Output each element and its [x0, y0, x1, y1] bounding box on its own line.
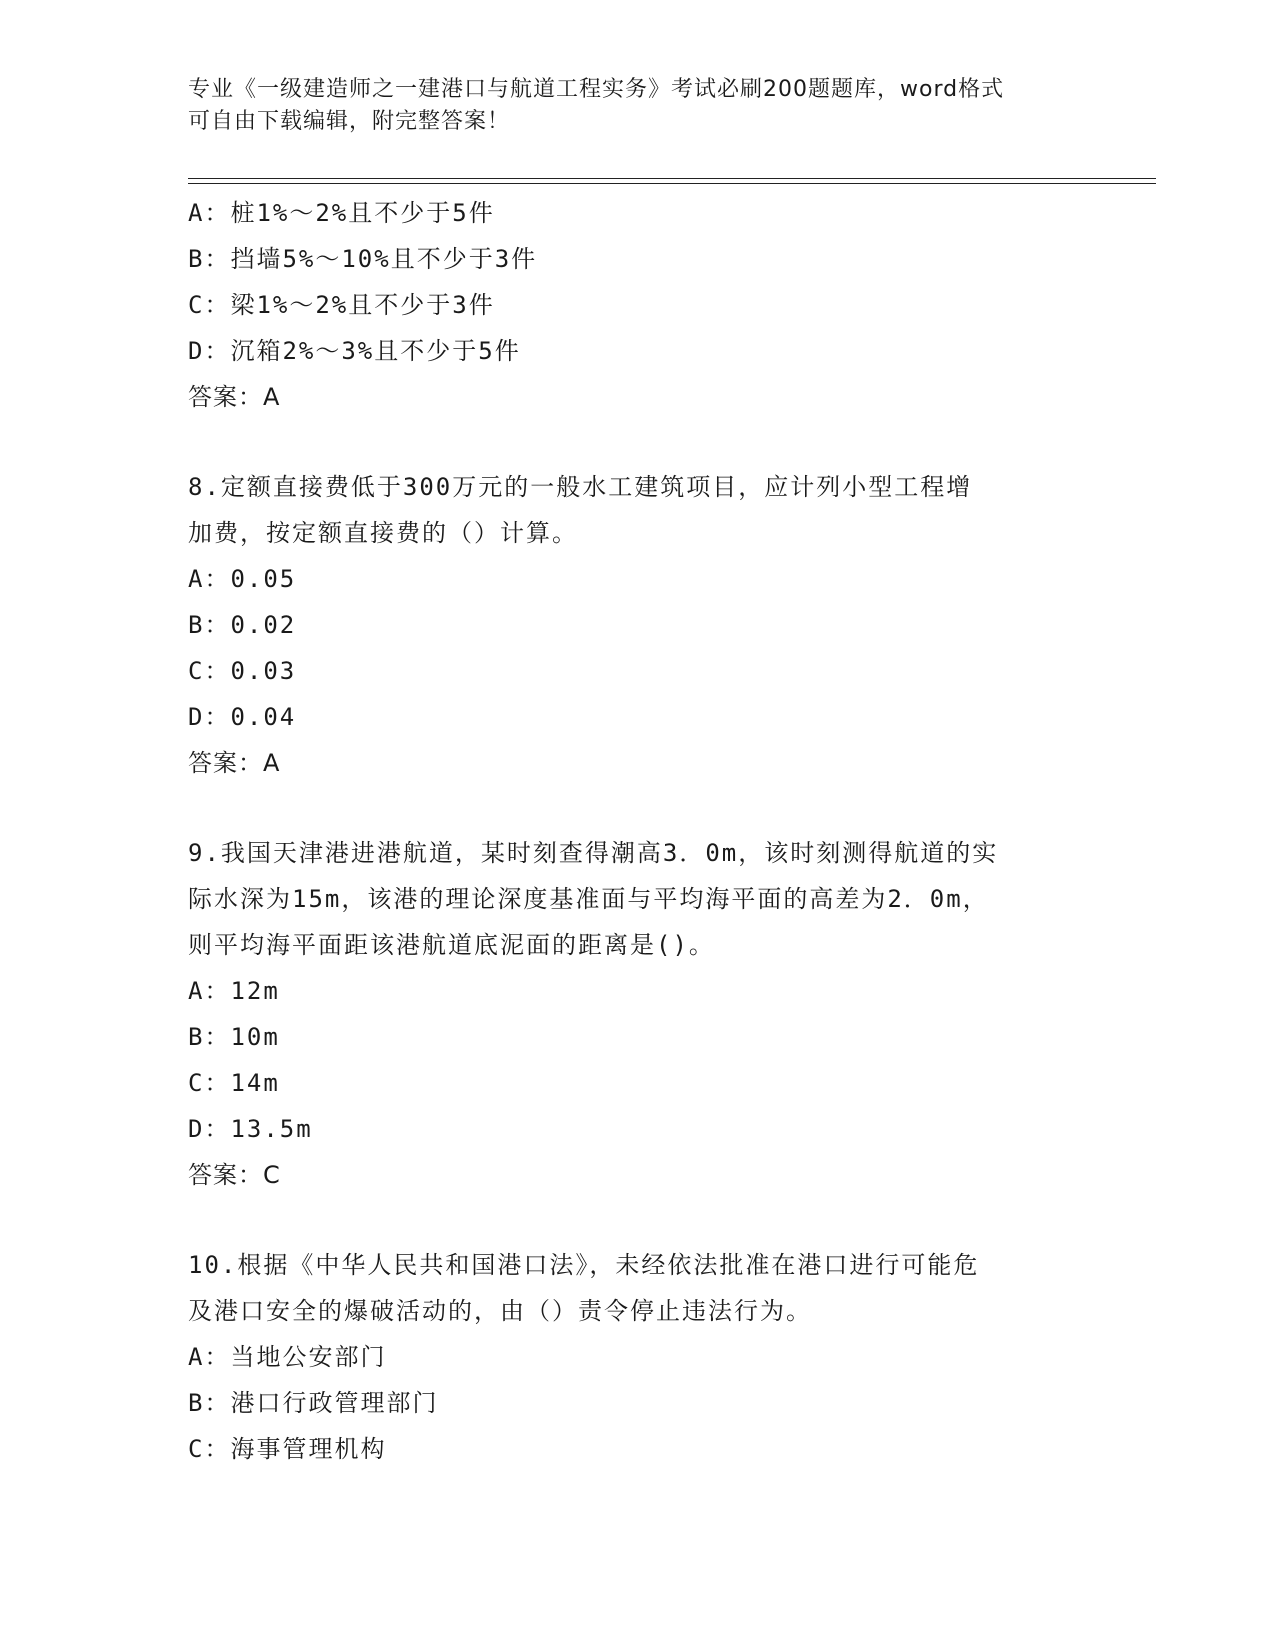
answer: 答案：A — [188, 383, 281, 411]
option-d: D：13.5m — [188, 1115, 313, 1143]
option-b: B：挡墙5%～10%且不少于3件 — [188, 245, 538, 273]
option-b: B：10m — [188, 1023, 280, 1051]
option-c: C：14m — [188, 1069, 280, 1097]
question-text-line: 10.根据《中华人民共和国港口法》，未经依法批准在港口进行可能危 — [188, 1251, 980, 1279]
option-b: B：0.02 — [188, 611, 297, 639]
question-9 — [188, 830, 1088, 1198]
option-a: A：12m — [188, 977, 280, 1005]
option-c: C：海事管理机构 — [188, 1435, 387, 1463]
document-body — [188, 190, 1088, 1472]
option-a: A：0.05 — [188, 565, 297, 593]
option-b: B：港口行政管理部门 — [188, 1389, 439, 1417]
option-c: C：梁1%～2%且不少于3件 — [188, 291, 495, 319]
option-d: D：0.04 — [188, 703, 297, 731]
question-text-line: 8.定额直接费低于300万元的一般水工建筑项目，应计列小型工程增 — [188, 473, 973, 501]
spacer — [188, 420, 1088, 464]
header-line-1: 专业《一级建造师之一建港口与航道工程实务》考试必刷200题题库，word格式 — [188, 77, 1005, 102]
option-a: A：当地公安部门 — [188, 1343, 387, 1371]
document-header — [188, 74, 1088, 138]
option-c: C：0.03 — [188, 657, 297, 685]
spacer — [188, 1198, 1088, 1242]
question-7 — [188, 190, 1088, 420]
question-text-line: 9.我国天津港进港航道，某时刻查得潮高3．0m，该时刻测得航道的实 — [188, 839, 999, 867]
answer: 答案：A — [188, 749, 281, 777]
header-divider-bottom — [188, 183, 1156, 184]
question-10 — [188, 1242, 1088, 1472]
option-d: D：沉箱2%～3%且不少于5件 — [188, 337, 521, 365]
header-line-2: 可自由下载编辑，附完整答案！ — [188, 109, 511, 134]
question-text-line: 则平均海平面距该港航道底泥面的距离是()。 — [188, 931, 715, 959]
question-text-line: 际水深为15m，该港的理论深度基准面与平均海平面的高差为2．0m， — [188, 885, 989, 913]
question-text-line: 加费，按定额直接费的（）计算。 — [188, 519, 578, 547]
question-8 — [188, 464, 1088, 786]
spacer — [188, 786, 1088, 830]
option-a: A：桩1%～2%且不少于5件 — [188, 199, 495, 227]
question-text-line: 及港口安全的爆破活动的，由（）责令停止违法行为。 — [188, 1297, 812, 1325]
header-divider-top — [188, 178, 1156, 179]
answer: 答案：C — [188, 1161, 281, 1189]
